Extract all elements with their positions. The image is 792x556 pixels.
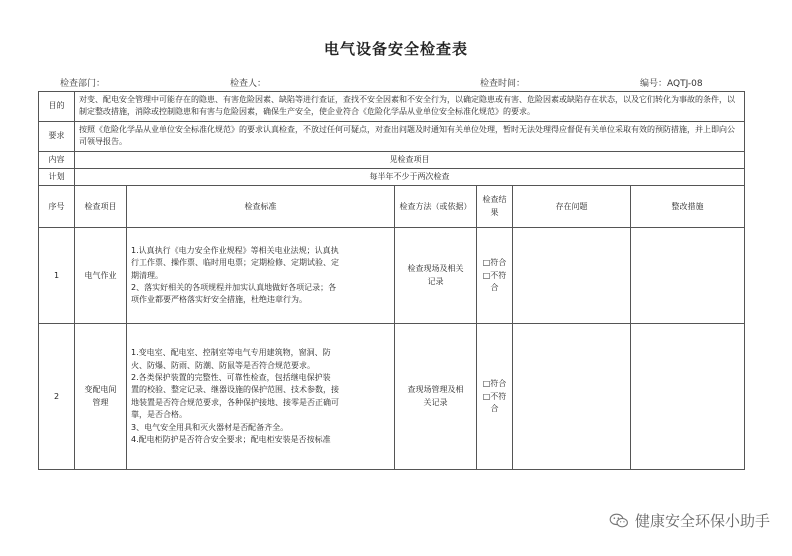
- header-fix: 整改措施: [631, 186, 745, 228]
- form-code: 编号：AQTJ-08: [640, 79, 703, 89]
- page-title: 电气设备安全检查表: [323, 40, 468, 58]
- row-issues[interactable]: [513, 324, 631, 470]
- content-label: 内容: [39, 151, 75, 168]
- header-standard: 检查标准: [127, 186, 395, 228]
- header-result: 检查结果: [477, 186, 513, 228]
- checkbox-fail[interactable]: □不符: [482, 391, 507, 401]
- content-value: 见检查项目: [75, 151, 745, 168]
- header-item: 检查项目: [75, 186, 127, 228]
- row-fix[interactable]: [631, 228, 745, 324]
- requirement-label: 要求: [39, 121, 75, 151]
- checkbox-pass[interactable]: □符合: [482, 258, 507, 268]
- header-row: [39, 186, 745, 228]
- table-row: [39, 324, 745, 470]
- row-no: 1: [39, 228, 75, 324]
- row-method: 检查现场及相关 记录: [395, 228, 477, 324]
- content-row: [39, 151, 745, 168]
- row-issues[interactable]: [513, 228, 631, 324]
- purpose-text: 对变、配电安全管理中可能存在的隐患、有害危险因素、缺陷等进行查证，查找不安全因素和不安全行为，以确定隐患或有害、危险因素或缺陷存在状态，以及它们转化为事故的条件，以制定整改措施，消除或控制隐患和有害与危险因素，确保生产安全，使企业符合《危险化学品从业单位安全标准化规范》的要求。: [75, 92, 745, 122]
- purpose-row: [39, 92, 745, 122]
- header-issues: 存在问题: [513, 186, 631, 228]
- inspection-table: [38, 91, 745, 470]
- time-label: 检查时间：: [480, 79, 526, 89]
- row-standard: 1.变电室、配电室、控制室等电气专用建筑物，窗洞、防 火、防爆、防雨、防潮、防鼠等是否符合规范要求。 2.各类保护装置的完整性、可靠性检查，包括继电保护装 置的校验、整定记录、继器设施的保护范围、技术参数，接 地装置是否符合规范要求，各种保护接地、接零是否正确可 靠，是否合格。 3、电气安全用具和灭火器材是否配备齐全。 4.配电柜防护是否符合安全要求；配电柜安装是否按标准: [127, 324, 395, 470]
- dept-label: 检查部门：: [60, 79, 106, 89]
- row-fix[interactable]: [631, 324, 745, 470]
- purpose-label: 目的: [39, 92, 75, 122]
- inspector-label: 检查人：: [230, 79, 267, 89]
- checkbox-fail[interactable]: □不符: [482, 270, 507, 280]
- requirement-row: [39, 121, 745, 151]
- plan-row: [39, 168, 745, 185]
- wechat-icon: [609, 513, 629, 529]
- row-item: 变配电间 管理: [75, 324, 127, 470]
- checkbox-pass[interactable]: □符合: [482, 379, 507, 389]
- watermark-text: 健康安全环保小助手: [634, 512, 770, 530]
- row-no: 2: [39, 324, 75, 470]
- row-item: 电气作业: [75, 228, 127, 324]
- row-result[interactable]: □符合 □不符 合: [477, 324, 513, 470]
- header-no: 序号: [39, 186, 75, 228]
- header-method: 检查方法（或依据）: [395, 186, 477, 228]
- watermark: [609, 510, 770, 531]
- plan-label: 计划: [39, 168, 75, 185]
- row-method: 查现场管理及相 关记录: [395, 324, 477, 470]
- plan-value: 每半年不少于两次检查: [75, 168, 745, 185]
- row-standard: 1.认真执行《电力安全作业规程》等相关电业法规；认真执 行工作票、操作票、临时用电票；定期检修、定期试验、定 期清理。 2、落实好相关的各项规程并加实认真地做好各项记录；各 项作业都要严格落实好安全措施，杜绝违章行为。: [127, 228, 395, 324]
- table-row: [39, 228, 745, 324]
- requirement-text: 按照《危险化学品从业单位安全标准化规范》的要求认真检查，不放过任何可疑点，对查出问题及时通知有关单位处理，暂时无法处理得应督促有关单位采取有效的预防措施，并上即向公司领导报告。: [75, 121, 745, 151]
- row-result[interactable]: □符合 □不符 合: [477, 228, 513, 324]
